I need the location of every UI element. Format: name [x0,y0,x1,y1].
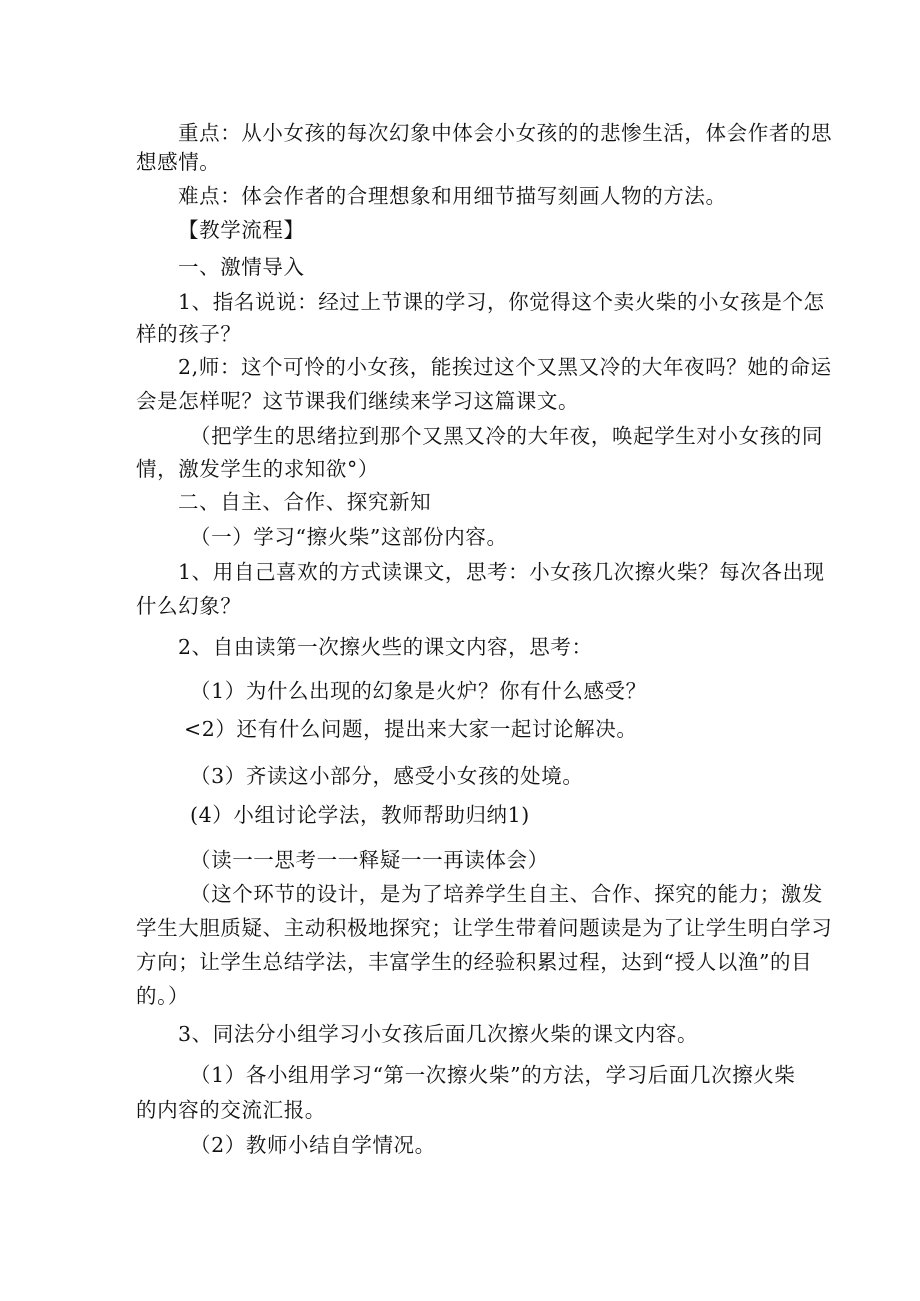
difficulty-line: 难点：体会作者的合理想象和用细节描写刻画人物的方法。 [178,184,727,208]
explore-item-1-line-2: 什么幻象？ [136,594,242,618]
design-note-line-2: 学生大胆质疑、主动积极地探究；让学生带着问题读是为了让学生明白学习 [136,916,833,940]
intro-item-2-line-2: 会是怎样呢？这节课我们继续来学习这篇课文。 [136,389,580,413]
question-1: （1）为什么出现的幻象是火炉？你有什么感受？ [190,679,647,703]
group-item-1-line-2: 的内容的交流汇报。 [136,1098,326,1122]
section-heading-intro: 一、激情导入 [178,255,305,279]
intro-item-1-line-2: 样的孩子？ [136,322,242,346]
question-4: (4）小组讨论学法，教师帮助归纳1) [190,803,530,827]
explore-item-3: 3、同法分小组学习小女孩后面几次擦火柴的课文内容。 [178,1022,699,1046]
intro-item-1-line-1: 1、指名说说：经过上节课的学习，你觉得这个卖火柴的小女孩是个怎 [178,290,825,314]
design-note-line-4: 的。） [136,984,190,1008]
key-point-line-1: 重点：从小女孩的每次幻象中体会小女孩的的悲惨生活，体会作者的思 [178,121,833,145]
intro-item-2-line-1: 2,师：这个可怜的小女孩，能挨过这个又黑又冷的大年夜吗？她的命运 [178,355,832,379]
subsection-heading-strike-match: （一）学习“擦火柴”这部份内容。 [190,525,508,549]
question-2: <2）还有什么问题，提出来大家一起讨论解决。 [184,717,638,741]
group-item-2: （2）教师小结自学情况。 [190,1133,436,1157]
design-note-line-1: （这个环节的设计，是为了培养学生自主、合作、探究的能力；激发 [190,882,823,906]
group-item-1-line-1: （1）各小组用学习“第一次擦火柴”的方法，学习后面几次擦火柴 [190,1063,796,1087]
question-3: （3）齐读这小部分，感受小女孩的处境。 [190,764,584,788]
explore-item-2: 2、自由读第一次擦火些的课文内容，思考： [178,635,593,659]
intro-note-line-2: 情，激发学生的求知欲°） [136,457,379,481]
section-heading-explore: 二、自主、合作、探究新知 [178,490,432,514]
explore-item-1-line-1: 1、用自己喜欢的方式读课文，思考：小女孩几次擦火柴？每次各出现 [178,560,825,584]
section-heading-process: 【教学流程】 [178,218,305,242]
key-point-line-2: 想感情。 [136,150,221,174]
intro-note-line-1: （把学生的思绪拉到那个又黑又冷的大年夜，唤起学生对小女孩的同 [190,424,823,448]
method-summary: （读一一思考一一释疑一一再读体会） [190,848,549,872]
design-note-line-3: 方向；让学生总结学法，丰富学生的经验积累过程，达到“授人以渔”的目 [136,950,813,974]
